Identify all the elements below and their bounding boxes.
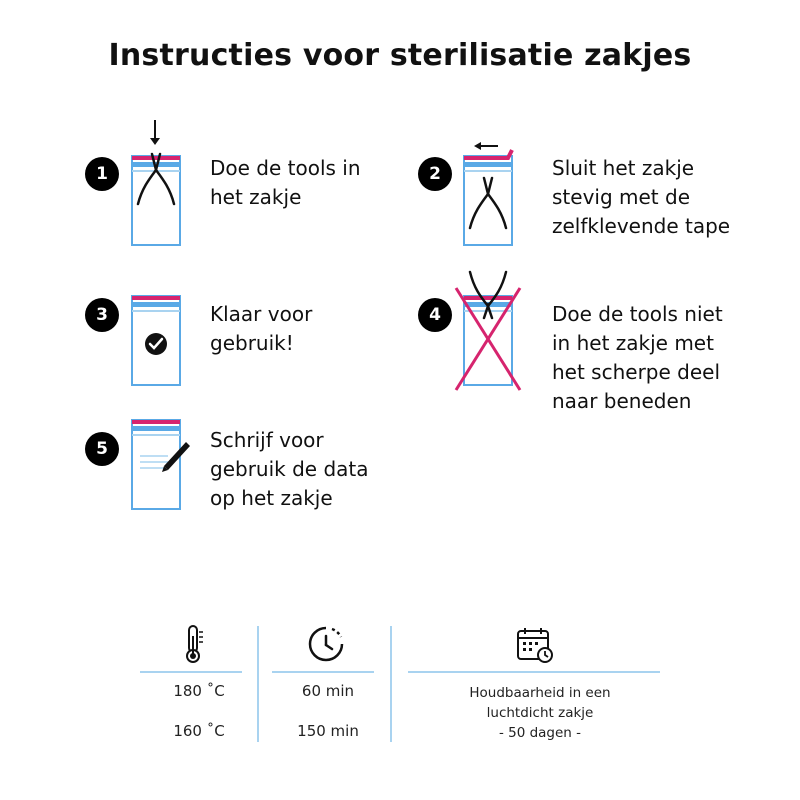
- temperature-value: 180 ˚C: [173, 682, 225, 700]
- page-title: Instructies voor sterilisatie zakjes: [108, 38, 692, 73]
- duration-value: 150 min: [297, 722, 359, 740]
- timer-icon: [306, 624, 346, 664]
- sterilization-pouch-icon: [128, 416, 192, 514]
- shelf-life-text: Houdbaarheid in een luchtdicht zakje - 50 dagen -: [469, 685, 611, 741]
- temperature-value: 160 ˚C: [173, 722, 225, 740]
- step-text: Schrijf voor gebruik de data op het zakje: [210, 428, 369, 510]
- step-text: Sluit het zakje stevig met de zelfklevende tape: [552, 156, 731, 238]
- thermometer-icon: [180, 624, 206, 664]
- step-number-badge: 1: [85, 157, 119, 191]
- sterilization-pouch-icon: [458, 138, 518, 250]
- table-divider: [272, 671, 374, 673]
- step-text: Doe de tools in het zakje: [210, 156, 361, 209]
- sterilization-pouch-icon: [128, 292, 184, 390]
- checkmark-icon: [145, 333, 167, 355]
- step-number-badge: 3: [85, 298, 119, 332]
- step-number-badge: 2: [418, 157, 452, 191]
- sterilization-pouch-wrong-icon: [450, 268, 526, 394]
- step-number-badge: 5: [85, 432, 119, 466]
- step-text: Klaar voor gebruik!: [210, 302, 313, 355]
- table-divider: [408, 671, 660, 673]
- duration-value: 60 min: [301, 682, 355, 700]
- sterilization-pouch-icon: [128, 118, 184, 250]
- calendar-clock-icon: [515, 626, 555, 664]
- table-divider: [390, 626, 392, 742]
- table-divider: [140, 671, 242, 673]
- step-text: Doe de tools niet in het zakje met het scherpe deel naar beneden: [552, 302, 723, 413]
- step-number-badge: 4: [418, 298, 452, 332]
